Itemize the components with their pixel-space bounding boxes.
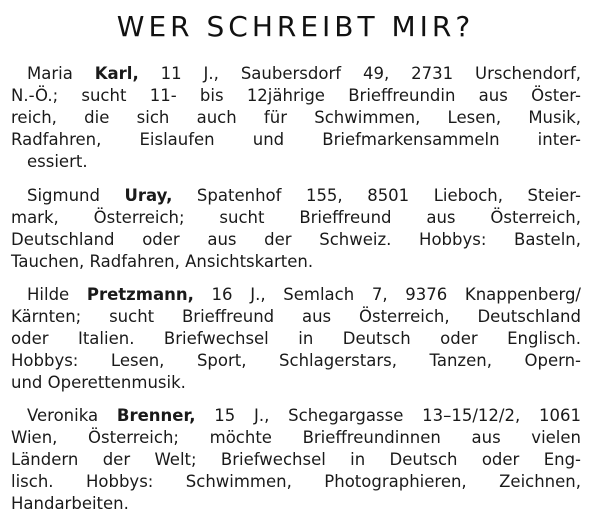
page-title: WER SCHREIBT MIR? bbox=[116, 10, 475, 43]
entry-first-line bbox=[11, 405, 581, 427]
entry-text: mark, Österreich; sucht Brieffreund aus Österreich, bbox=[11, 208, 581, 227]
entry-text: Deutschland oder aus der Schweiz. Hobbys: Basteln, bbox=[11, 230, 581, 249]
first-name: Maria bbox=[27, 64, 73, 83]
entry-text: N.-Ö.; sucht 11- bis 12jährige Brieffreundin aus Öster- bbox=[11, 86, 581, 105]
entry-text: reich, die sich auch für Schwimmen, Lesen, Musik, bbox=[11, 108, 581, 127]
penpal-entry-karl bbox=[11, 63, 581, 173]
entry-text: lisch. Hobbys: Schwimmen, Photographieren, Zeichnen, bbox=[11, 472, 581, 491]
penpal-entry-pretzmann bbox=[11, 284, 581, 394]
entry-text: essiert. bbox=[27, 152, 88, 171]
penpal-entry-uray bbox=[11, 185, 581, 273]
entry-text: und Operettenmusik. bbox=[11, 373, 186, 392]
entry-text: Handarbeiten. bbox=[11, 494, 129, 513]
entry-first-line bbox=[11, 185, 581, 207]
first-name: Hilde bbox=[27, 285, 70, 304]
entry-text: 15 J., Schegargasse 13–15/12/2, 1061 bbox=[195, 406, 582, 425]
entry-text: oder Italien. Briefwechsel in Deutsch oder Englisch. bbox=[11, 329, 581, 348]
entry-text: Hobbys: Lesen, Sport, Schlagerstars, Tanzen, Opern- bbox=[11, 351, 581, 370]
penpal-entry-brenner bbox=[11, 405, 581, 515]
surname: Karl, bbox=[94, 64, 139, 83]
surname: Pretzmann, bbox=[86, 285, 194, 304]
entry-text: Kärnten; sucht Brieffreund aus Österreich, Deutschland bbox=[11, 307, 581, 326]
entry-text: 11 J., Saubersdorf 49, 2731 Urschendorf, bbox=[138, 64, 582, 83]
entry-text: Tauchen, Radfahren, Ansichtskarten. bbox=[11, 252, 314, 271]
entry-first-line bbox=[11, 63, 581, 85]
surname: Uray, bbox=[124, 186, 173, 205]
entry-first-line bbox=[11, 284, 581, 306]
first-name: Sigmund bbox=[27, 186, 100, 205]
entry-text: 16 J., Semlach 7, 9376 Knappenberg/ bbox=[193, 285, 581, 304]
first-name: Veronika bbox=[27, 406, 99, 425]
entry-text: Ländern der Welt; Briefwechsel in Deutsch oder Eng- bbox=[11, 450, 581, 469]
surname: Brenner, bbox=[116, 406, 196, 425]
entry-text: Spatenhof 155, 8501 Lieboch, Steier- bbox=[172, 186, 581, 205]
entry-text: Wien, Österreich; möchte Brieffreundinnen aus vielen bbox=[11, 428, 581, 447]
entry-text: Radfahren, Eislaufen und Briefmarkensammeln inter- bbox=[11, 130, 581, 149]
